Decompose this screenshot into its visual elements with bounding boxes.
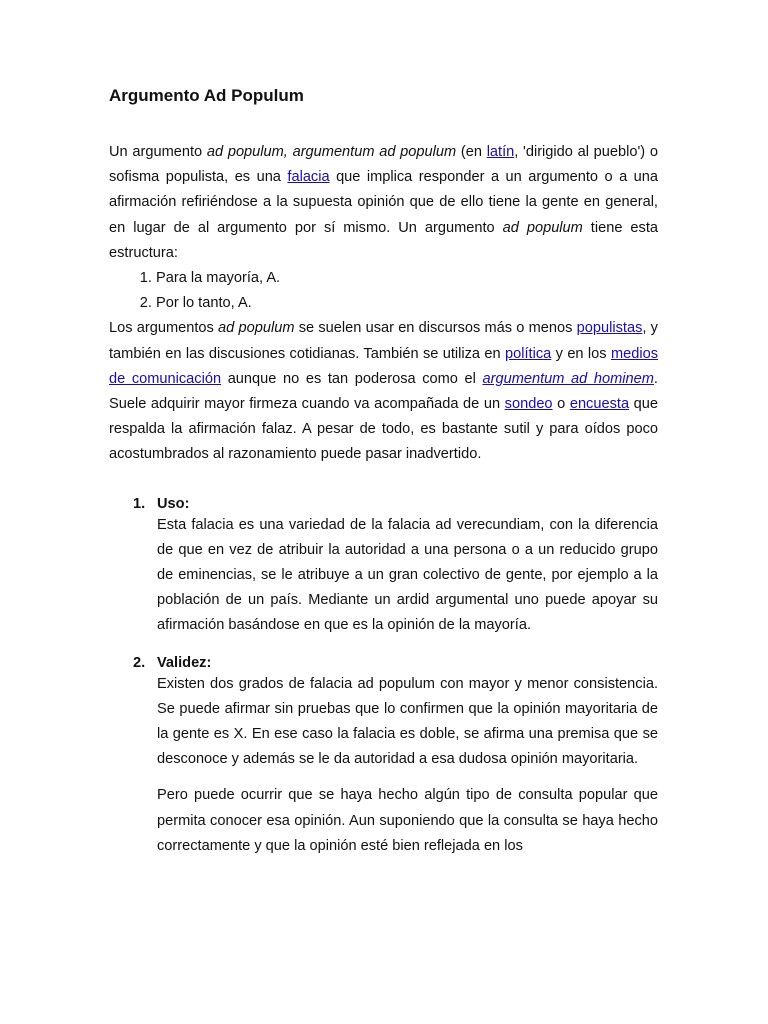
text-run: que implica responder a un argumento o a una afirmación refiriéndose a la supuesta opinión que de ello tiene la gente en general, en lugar de al argumento por sí mismo. Un argumento <box>109 169 659 236</box>
link-falacia[interactable]: falacia <box>287 169 330 186</box>
text-run: Un argumento <box>109 144 207 160</box>
text-run: , 'dirigido al pueblo') o sofisma populista, es una <box>109 144 658 186</box>
text-run: Los argumentos <box>109 320 219 337</box>
list-item: 1. Para la mayoría, A. <box>156 266 658 291</box>
link-latin[interactable]: latín <box>486 144 515 160</box>
list-item: 2. Por lo tanto, A. <box>156 291 658 316</box>
section-heading: Validez: <box>157 654 212 671</box>
link-medios-de-comunicacion[interactable]: medios de comunicación <box>109 345 658 387</box>
section-validez <box>109 654 658 859</box>
link-argumentum-ad-hominem[interactable]: argumentum ad hominem <box>482 370 654 387</box>
numbered-sections <box>109 495 658 859</box>
link-populistas[interactable]: populistas <box>576 320 643 337</box>
italic-term: ad populum, argumentum ad populum <box>206 144 457 160</box>
page-title: Argumento Ad Populum <box>109 86 304 105</box>
section-number: 1. <box>133 495 146 512</box>
section-paragraph: Pero puede ocurrir que se haya hecho algún tipo de consulta popular que permita conocer esa opinión. Aun suponiendo que la consulta se haya hecho correctamente y que la opinión esté bien reflejada en los <box>157 787 658 854</box>
section-paragraph: Esta falacia es una variedad de la falacia ad verecundiam, con la diferencia de que en vez de atribuir la autoridad a una persona o a un reducido grupo de eminencias, se le atribuye a un gran colectivo de gente, por ejemplo a la población de un país. Mediante un ardid argumental uno puede apoyar su afirmación basándose en que es la opinión de la mayoría. <box>157 516 658 634</box>
text-run: . Suele adquirir mayor firmeza cuando va acompañada de un <box>109 370 658 413</box>
link-encuesta[interactable]: encuesta <box>569 396 630 413</box>
intro-paragraph <box>109 140 658 266</box>
text-run: , y también en las discusiones cotidianas. También se utiliza en <box>109 320 658 362</box>
structure-list <box>109 266 658 316</box>
text-run: y en los <box>551 345 611 362</box>
text-run: (en <box>456 144 487 160</box>
document-body <box>109 140 658 874</box>
link-sondeo[interactable]: sondeo <box>504 396 553 413</box>
section-uso <box>109 495 658 639</box>
usage-paragraph <box>109 316 658 467</box>
text-run: tiene esta estructura: <box>109 219 658 261</box>
section-paragraph: Existen dos grados de falacia ad populum con mayor y menor consistencia. Se puede afirmar sin pruebas que lo confirmen que la opinión mayoritaria de la gente es X. En ese caso la falacia es doble, se afirma una premisa que se desconoce y además se le da autoridad a esa dudosa opinión mayoritaria. <box>157 675 658 768</box>
text-run: se suelen usar en discursos más o menos <box>294 320 577 337</box>
text-run: que respalda la afirmación falaz. A pesar de todo, es bastante sutil y para oídos poco acostumbrados al razonamiento puede pasar inadvertido. <box>109 396 658 463</box>
text-run: aunque no es tan poderosa como el <box>221 370 483 387</box>
italic-term: ad populum <box>502 219 583 236</box>
section-heading: Uso: <box>157 495 190 512</box>
text-run: o <box>552 396 570 413</box>
link-politica[interactable]: política <box>505 345 552 362</box>
italic-term: ad populum <box>218 320 295 337</box>
section-number: 2. <box>133 654 146 671</box>
